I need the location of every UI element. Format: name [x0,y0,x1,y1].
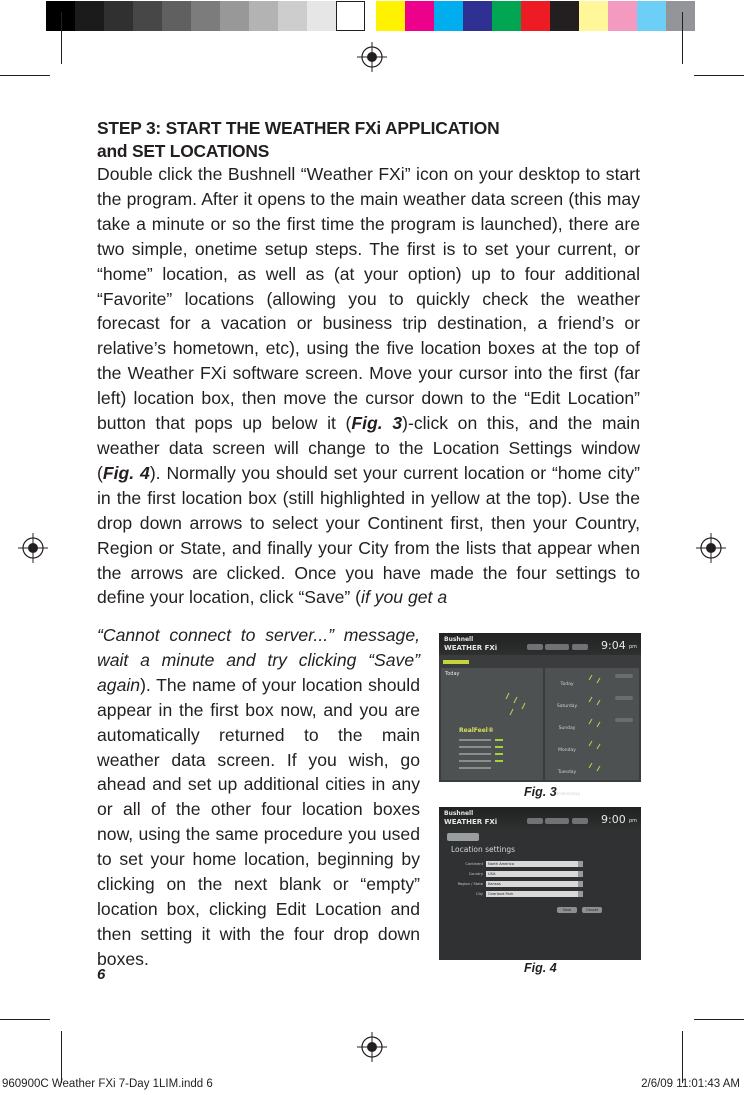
process-swatch [608,1,637,31]
edit-location-button[interactable] [443,660,469,664]
gray-swatch [104,1,133,31]
date-slug: 2/6/09 11:01:43 AM [641,1078,740,1090]
forecast-day: Monday [558,748,576,753]
location-box-2[interactable] [545,644,569,650]
process-swatch [376,1,405,31]
fig-4-screenshot [439,807,641,960]
realfeel-label: RealFeel® [459,727,494,734]
process-swatch [405,1,434,31]
fig-4-reference: Fig. 4 [102,462,150,483]
location-box-1[interactable] [527,818,543,824]
body-paragraph-narrow [97,623,420,972]
form-label: Country [468,872,483,876]
dropdown-arrow-icon[interactable] [578,891,583,897]
dropdown-arrow-icon[interactable] [578,881,583,887]
clock-time: 9:04 [601,639,626,652]
body-text-3: ). Normally you should set your current location or “home city” in the first location box (still highlighted in yellow at the top). Use the drop down arrows to select your Continent first, then your Country, Region or State, and finally your City from the lists that appear when the arrows are clicked. Once you have made the four settings to define your location, click “Save” ( [97,462,640,608]
process-swatch [550,1,579,31]
gray-swatch [133,1,162,31]
body-text-4: ). The name of your location should appear in the first box now, and you are automatically returned to the main weather data screen. If you wish, go ahead and set up additional cities in any or all of the other four location boxes now, using the same procedure you used to set your home location, beginning by clicking on the next blank or “empty” location box, clicking Edit Location and then setting it with the four drop down boxes. [97,674,420,969]
fig-3-caption: Fig. 3 [524,785,557,799]
form-dropdown[interactable]: Overland Park [486,891,582,897]
forecast-day: Sunday [558,726,576,731]
form-row [445,871,635,881]
forecast-day: Today [560,682,574,687]
weather-fxi-logo: WEATHER FXi [444,644,498,652]
process-swatch [492,1,521,31]
clock-ampm: pm [629,644,638,650]
step-heading-line-2: and SET LOCATIONS [97,141,270,161]
italic-note-start: if you get a [361,587,448,608]
location-box-2[interactable] [545,818,569,824]
forecast-day: Saturday [556,704,578,709]
forecast-rain-icons [584,669,614,779]
form-dropdown[interactable]: USA [486,871,582,877]
location-settings-title: Location settings [451,845,516,854]
dropdown-arrow-icon[interactable] [578,861,583,867]
today-label: Today [445,671,460,677]
process-swatch [463,1,492,31]
process-swatch [666,1,695,31]
location-box-3[interactable] [572,644,588,650]
save-button-label: Save [562,908,572,912]
form-dropdown[interactable]: Kansas [486,881,582,887]
body-text-1: Double click the Bushnell “Weather FXi” icon on your desktop to start the program. After it opens to the main weather data screen (this may take a minute or so the first time the program is launched), there are two simple, onetime setup steps. The first is to set your current, or “home” location, as well as (at your option) up to four additional “Favorite” locations (allowing you to quickly check the weather forecast for a vacation or business trip destination, a friend’s or relative’s hometown, etc), using the five location boxes at the top of the Weather FXi software screen. Move your cursor into the first (far left) location box, then move the cursor down to the “Edit Location” button that pops up below it ( [97,164,640,434]
process-swatch [579,1,608,31]
registration-mark-icon [696,533,726,563]
gray-swatch [307,1,336,31]
gray-swatch [336,1,365,31]
registration-mark-icon [357,42,387,72]
gray-swatch [75,1,104,31]
bushnell-logo: Bushnell [444,636,474,643]
form-row [445,891,635,901]
rain-icon [499,685,539,725]
gray-swatch [191,1,220,31]
cancel-button-label: Cancel [586,908,598,912]
italic-note-end: “Cannot connect to server...” message, wait a minute and try clicking “Save” again [97,625,420,695]
bushnell-logo: Bushnell [444,810,474,817]
form-dropdown[interactable]: North America [486,861,582,867]
dropdown-arrow-icon[interactable] [578,871,583,877]
form-label: Continent [465,862,483,866]
fig-4-caption: Fig. 4 [524,961,557,975]
fig-3-reference: Fig. 3 [351,413,403,434]
gray-swatch [162,1,191,31]
gray-swatch [249,1,278,31]
form-label: Region / State [457,882,483,886]
forecast-day: Wednesday [553,792,581,797]
gray-swatch [278,1,307,31]
step-heading-line-1: STEP 3: START THE WEATHER FXi APPLICATION [97,118,500,138]
registration-mark-icon [357,1032,387,1062]
gray-swatch [220,1,249,31]
location-box-1[interactable] [527,644,543,650]
file-slug: 960900C Weather FXi 7-Day 1LIM.indd 6 [2,1078,213,1090]
location-box-3[interactable] [572,818,588,824]
weather-fxi-logo: WEATHER FXi [444,818,498,826]
body-paragraph [97,162,640,610]
clock-ampm: pm [629,818,638,824]
form-row [445,861,635,871]
registration-mark-icon [18,533,48,563]
active-location-tab[interactable] [447,833,479,841]
form-label: City [475,892,483,896]
page-number: 6 [97,966,106,983]
clock-time: 9:00 [601,813,626,826]
body-text-2: )-click on this, and the main weather data screen will change to the Location Settings window ( [97,413,641,483]
process-swatch [434,1,463,31]
forecast-day: Tuesday [557,770,577,775]
location-form [445,861,635,901]
form-row [445,881,635,891]
process-swatch [521,1,550,31]
process-swatch [637,1,666,31]
